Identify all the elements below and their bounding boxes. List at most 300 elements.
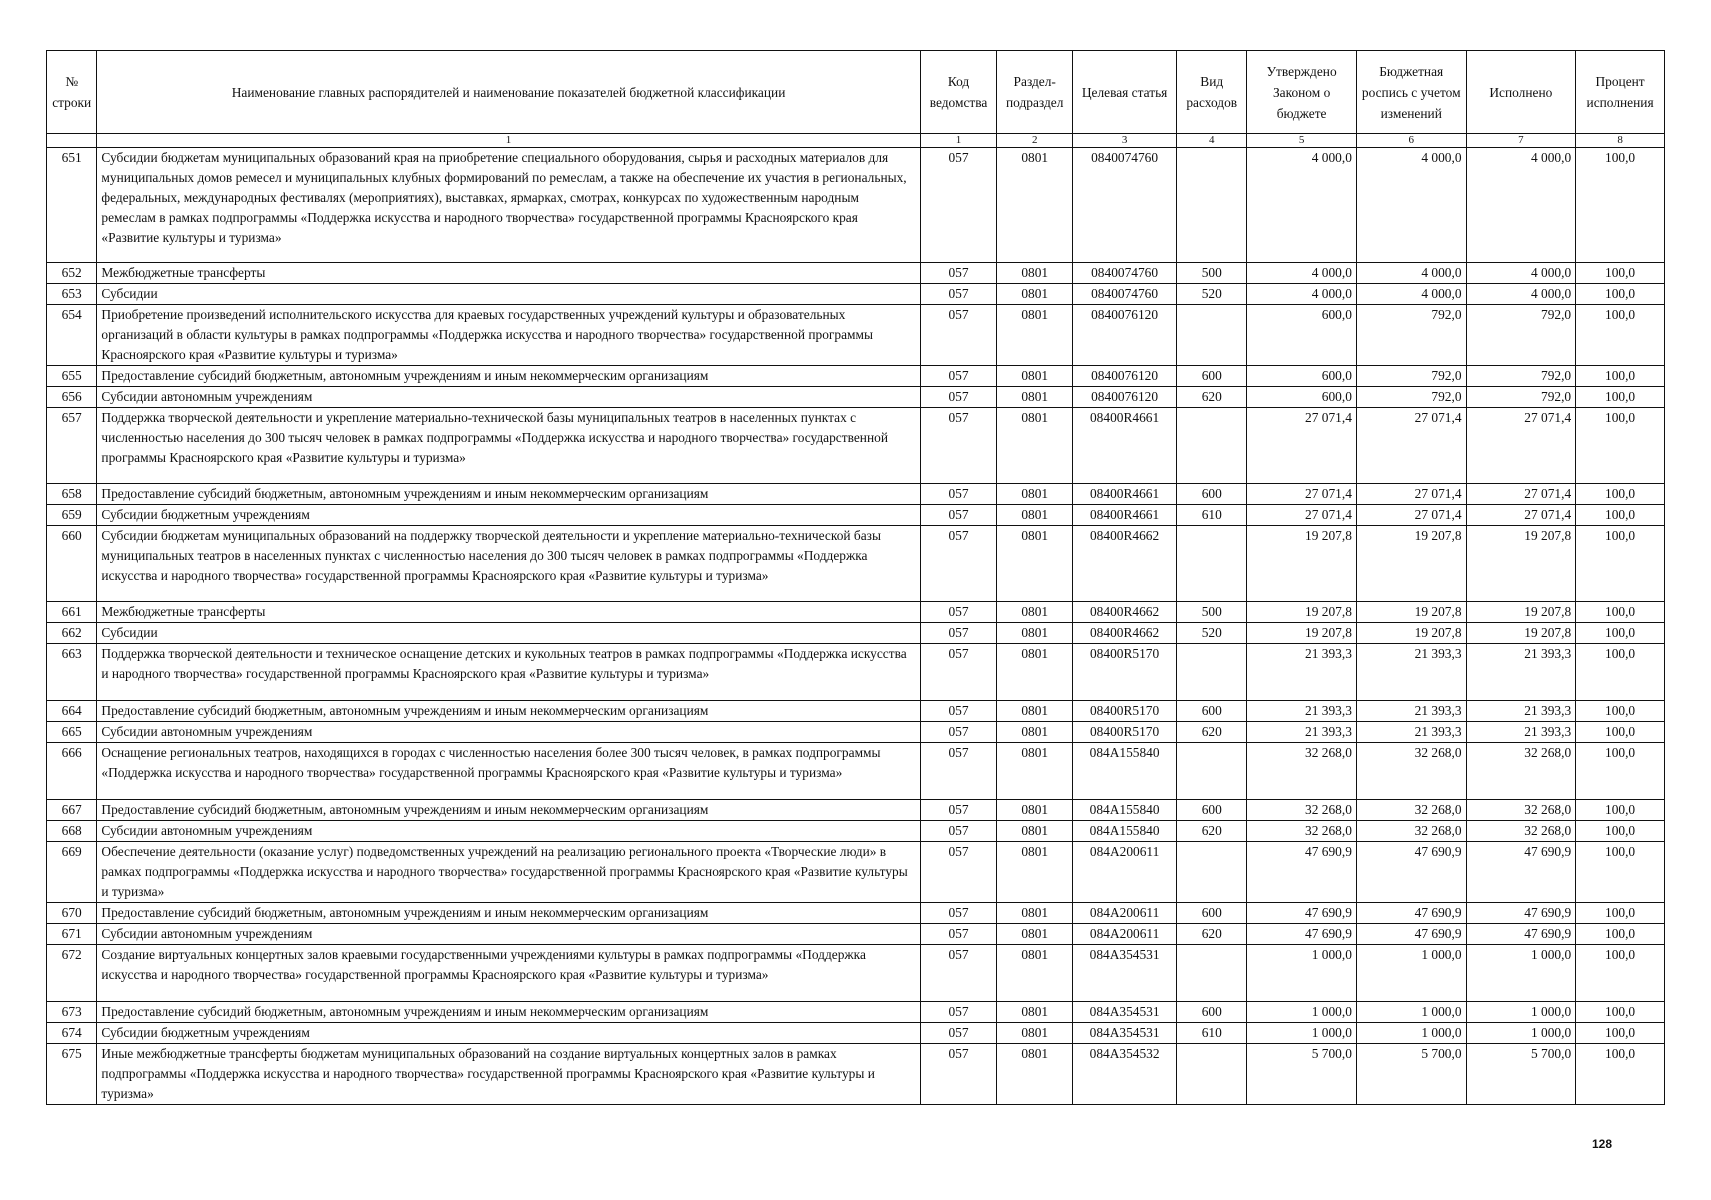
target-code: 084A354531 <box>1073 1023 1177 1044</box>
dept-code: 057 <box>920 366 997 387</box>
dept-code: 057 <box>920 263 997 284</box>
executed-amount: 47 690,9 <box>1466 924 1576 945</box>
row-number: 675 <box>47 1044 97 1105</box>
dept-code: 057 <box>920 148 997 263</box>
row-number: 667 <box>47 800 97 821</box>
approved-amount: 47 690,9 <box>1247 842 1357 903</box>
revised-amount: 27 071,4 <box>1356 408 1466 484</box>
dept-code: 057 <box>920 484 997 505</box>
expense-type: 620 <box>1177 387 1247 408</box>
percent-executed: 100,0 <box>1576 722 1665 743</box>
executed-amount: 19 207,8 <box>1466 526 1576 602</box>
expense-type <box>1177 305 1247 366</box>
column-number: 4 <box>1177 134 1247 148</box>
target-code: 08400R4662 <box>1073 526 1177 602</box>
revised-amount: 792,0 <box>1356 305 1466 366</box>
row-name: Обеспечение деятельности (оказание услуг) подведомственных учреждений на реализацию регионального проекта «Творческие люди» в рамках подпрограммы «Поддержка искусства и народного творчества» государственной программы Красноярского края «Развитие культуры и туризма» <box>97 842 920 903</box>
row-name: Субсидии автономным учреждениям <box>97 722 920 743</box>
section-code: 0801 <box>997 284 1073 305</box>
table-row <box>47 505 1665 526</box>
percent-executed: 100,0 <box>1576 924 1665 945</box>
revised-amount: 4 000,0 <box>1356 284 1466 305</box>
row-number: 651 <box>47 148 97 263</box>
target-code: 08400R4662 <box>1073 623 1177 644</box>
expense-type: 600 <box>1177 800 1247 821</box>
percent-executed: 100,0 <box>1576 903 1665 924</box>
target-code: 08400R5170 <box>1073 701 1177 722</box>
table-row <box>47 1044 1665 1105</box>
row-number: 665 <box>47 722 97 743</box>
executed-amount: 1 000,0 <box>1466 1002 1576 1023</box>
dept-code: 057 <box>920 903 997 924</box>
table-row <box>47 484 1665 505</box>
table-row <box>47 148 1665 263</box>
expense-type <box>1177 1044 1247 1105</box>
header-row <box>47 51 1665 134</box>
row-number: 655 <box>47 366 97 387</box>
dept-code: 057 <box>920 1044 997 1105</box>
revised-amount: 47 690,9 <box>1356 903 1466 924</box>
expense-type: 600 <box>1177 903 1247 924</box>
revised-amount: 21 393,3 <box>1356 722 1466 743</box>
section-code: 0801 <box>997 408 1073 484</box>
percent-executed: 100,0 <box>1576 945 1665 1002</box>
approved-amount: 4 000,0 <box>1247 284 1357 305</box>
row-name: Предоставление субсидий бюджетным, автономным учреждениям и иным некоммерческим организациям <box>97 484 920 505</box>
approved-amount: 32 268,0 <box>1247 743 1357 800</box>
column-number-row <box>47 134 1665 148</box>
target-code: 08400R5170 <box>1073 644 1177 701</box>
row-name: Межбюджетные трансферты <box>97 602 920 623</box>
row-number: 652 <box>47 263 97 284</box>
row-number: 671 <box>47 924 97 945</box>
revised-amount: 32 268,0 <box>1356 743 1466 800</box>
row-number: 657 <box>47 408 97 484</box>
approved-amount: 21 393,3 <box>1247 722 1357 743</box>
revised-amount: 27 071,4 <box>1356 505 1466 526</box>
row-number: 653 <box>47 284 97 305</box>
dept-code: 057 <box>920 644 997 701</box>
row-number: 669 <box>47 842 97 903</box>
header-target: Целевая статья <box>1073 51 1177 134</box>
executed-amount: 5 700,0 <box>1466 1044 1576 1105</box>
expense-type: 520 <box>1177 284 1247 305</box>
approved-amount: 1 000,0 <box>1247 1002 1357 1023</box>
section-code: 0801 <box>997 800 1073 821</box>
revised-amount: 1 000,0 <box>1356 945 1466 1002</box>
expense-type <box>1177 148 1247 263</box>
percent-executed: 100,0 <box>1576 821 1665 842</box>
section-code: 0801 <box>997 602 1073 623</box>
expense-type <box>1177 743 1247 800</box>
row-name: Субсидии автономным учреждениям <box>97 924 920 945</box>
expense-type: 500 <box>1177 602 1247 623</box>
dept-code: 057 <box>920 408 997 484</box>
executed-amount: 32 268,0 <box>1466 743 1576 800</box>
expense-type: 500 <box>1177 263 1247 284</box>
table-row <box>47 366 1665 387</box>
dept-code: 057 <box>920 284 997 305</box>
row-name: Субсидии автономным учреждениям <box>97 821 920 842</box>
target-code: 084A354531 <box>1073 945 1177 1002</box>
section-code: 0801 <box>997 722 1073 743</box>
header-percent: Процент исполнения <box>1576 51 1665 134</box>
target-code: 084A155840 <box>1073 743 1177 800</box>
percent-executed: 100,0 <box>1576 743 1665 800</box>
revised-amount: 32 268,0 <box>1356 821 1466 842</box>
dept-code: 057 <box>920 1023 997 1044</box>
header-name: Наименование главных распорядителей и наименование показателей бюджетной классификации <box>97 51 920 134</box>
row-number: 670 <box>47 903 97 924</box>
target-code: 08400R4661 <box>1073 408 1177 484</box>
table-row <box>47 263 1665 284</box>
row-number: 654 <box>47 305 97 366</box>
percent-executed: 100,0 <box>1576 1023 1665 1044</box>
approved-amount: 32 268,0 <box>1247 821 1357 842</box>
percent-executed: 100,0 <box>1576 387 1665 408</box>
row-name: Предоставление субсидий бюджетным, автономным учреждениям и иным некоммерческим организациям <box>97 1002 920 1023</box>
approved-amount: 1 000,0 <box>1247 1023 1357 1044</box>
column-number: 1 <box>920 134 997 148</box>
approved-amount: 5 700,0 <box>1247 1044 1357 1105</box>
revised-amount: 32 268,0 <box>1356 800 1466 821</box>
row-number: 674 <box>47 1023 97 1044</box>
executed-amount: 19 207,8 <box>1466 602 1576 623</box>
table-row <box>47 800 1665 821</box>
row-number: 673 <box>47 1002 97 1023</box>
row-name: Субсидии бюджетам муниципальных образований края на приобретение специального оборудования, сырья и расходных материалов для муниципальных домов ремесел и муниципальных клубных формирований по ремеслам, а также на обеспечение их участия в региональных, федеральных, международных фестивалях (мероприятиях), выставках, ярмарках, смотрах, конкурсах по художественным народным ремеслам в рамках подпрограммы «Поддержка искусства и народного творчества» государственной программы Красноярского края «Развитие культуры и туризма» <box>97 148 920 263</box>
executed-amount: 27 071,4 <box>1466 408 1576 484</box>
expense-type: 620 <box>1177 821 1247 842</box>
dept-code: 057 <box>920 701 997 722</box>
target-code: 0840074760 <box>1073 284 1177 305</box>
target-code: 084A354531 <box>1073 1002 1177 1023</box>
row-number: 668 <box>47 821 97 842</box>
target-code: 08400R5170 <box>1073 722 1177 743</box>
target-code: 08400R4662 <box>1073 602 1177 623</box>
executed-amount: 792,0 <box>1466 305 1576 366</box>
executed-amount: 4 000,0 <box>1466 263 1576 284</box>
approved-amount: 32 268,0 <box>1247 800 1357 821</box>
expense-type <box>1177 408 1247 484</box>
section-code: 0801 <box>997 701 1073 722</box>
percent-executed: 100,0 <box>1576 366 1665 387</box>
header-executed: Исполнено <box>1466 51 1576 134</box>
table-body <box>47 148 1665 1105</box>
target-code: 08400R4661 <box>1073 484 1177 505</box>
expense-type: 620 <box>1177 924 1247 945</box>
section-code: 0801 <box>997 526 1073 602</box>
table-row <box>47 602 1665 623</box>
revised-amount: 792,0 <box>1356 387 1466 408</box>
executed-amount: 19 207,8 <box>1466 623 1576 644</box>
row-name: Субсидии бюджетным учреждениям <box>97 505 920 526</box>
section-code: 0801 <box>997 505 1073 526</box>
executed-amount: 1 000,0 <box>1466 1023 1576 1044</box>
column-number <box>47 134 97 148</box>
percent-executed: 100,0 <box>1576 284 1665 305</box>
executed-amount: 792,0 <box>1466 366 1576 387</box>
percent-executed: 100,0 <box>1576 1002 1665 1023</box>
approved-amount: 600,0 <box>1247 366 1357 387</box>
target-code: 0840076120 <box>1073 366 1177 387</box>
approved-amount: 27 071,4 <box>1247 484 1357 505</box>
approved-amount: 4 000,0 <box>1247 148 1357 263</box>
row-name: Предоставление субсидий бюджетным, автономным учреждениям и иным некоммерческим организациям <box>97 366 920 387</box>
target-code: 0840074760 <box>1073 263 1177 284</box>
table-row <box>47 1023 1665 1044</box>
section-code: 0801 <box>997 484 1073 505</box>
row-name: Субсидии бюджетам муниципальных образований на поддержку творческой деятельности и укрепление материально-технической базы муниципальных театров в населенных пунктах с численностью населения до 300 тысяч человек в рамках подпрограммы «Поддержка искусства и народного творчества» государственной программы Красноярского края «Развитие культуры и туризма» <box>97 526 920 602</box>
target-code: 0840076120 <box>1073 305 1177 366</box>
executed-amount: 47 690,9 <box>1466 842 1576 903</box>
table-row <box>47 821 1665 842</box>
column-number: 1 <box>97 134 920 148</box>
header-expense-type: Вид расходов <box>1177 51 1247 134</box>
dept-code: 057 <box>920 800 997 821</box>
row-name: Субсидии <box>97 284 920 305</box>
column-number: 8 <box>1576 134 1665 148</box>
table-row <box>47 644 1665 701</box>
executed-amount: 4 000,0 <box>1466 284 1576 305</box>
revised-amount: 792,0 <box>1356 366 1466 387</box>
section-code: 0801 <box>997 945 1073 1002</box>
expense-type: 600 <box>1177 484 1247 505</box>
row-name: Поддержка творческой деятельности и укрепление материально-технической базы муниципальных театров в населенных пунктах с численностью населения до 300 тысяч человек в рамках подпрограммы «Поддержка искусства и народного творчества» государственной программы Красноярского края «Развитие культуры и туризма» <box>97 408 920 484</box>
approved-amount: 19 207,8 <box>1247 602 1357 623</box>
dept-code: 057 <box>920 505 997 526</box>
target-code: 084A200611 <box>1073 903 1177 924</box>
row-name: Предоставление субсидий бюджетным, автономным учреждениям и иным некоммерческим организациям <box>97 903 920 924</box>
revised-amount: 21 393,3 <box>1356 701 1466 722</box>
row-number: 663 <box>47 644 97 701</box>
executed-amount: 32 268,0 <box>1466 800 1576 821</box>
revised-amount: 19 207,8 <box>1356 526 1466 602</box>
row-name: Предоставление субсидий бюджетным, автономным учреждениям и иным некоммерческим организациям <box>97 701 920 722</box>
page-number: 128 <box>1591 1137 1612 1151</box>
expense-type: 600 <box>1177 366 1247 387</box>
revised-amount: 4 000,0 <box>1356 148 1466 263</box>
approved-amount: 47 690,9 <box>1247 903 1357 924</box>
approved-amount: 19 207,8 <box>1247 526 1357 602</box>
section-code: 0801 <box>997 903 1073 924</box>
row-number: 660 <box>47 526 97 602</box>
target-code: 0840074760 <box>1073 148 1177 263</box>
executed-amount: 32 268,0 <box>1466 821 1576 842</box>
table-row <box>47 924 1665 945</box>
approved-amount: 19 207,8 <box>1247 623 1357 644</box>
dept-code: 057 <box>920 722 997 743</box>
table-row <box>47 903 1665 924</box>
section-code: 0801 <box>997 148 1073 263</box>
target-code: 084A200611 <box>1073 842 1177 903</box>
row-name: Межбюджетные трансферты <box>97 263 920 284</box>
approved-amount: 4 000,0 <box>1247 263 1357 284</box>
row-number: 662 <box>47 623 97 644</box>
row-name: Субсидии автономным учреждениям <box>97 387 920 408</box>
expense-type <box>1177 842 1247 903</box>
target-code: 0840076120 <box>1073 387 1177 408</box>
section-code: 0801 <box>997 821 1073 842</box>
percent-executed: 100,0 <box>1576 263 1665 284</box>
table-row <box>47 842 1665 903</box>
target-code: 084A155840 <box>1073 821 1177 842</box>
revised-amount: 27 071,4 <box>1356 484 1466 505</box>
expense-type: 600 <box>1177 701 1247 722</box>
section-code: 0801 <box>997 743 1073 800</box>
revised-amount: 4 000,0 <box>1356 263 1466 284</box>
target-code: 084A155840 <box>1073 800 1177 821</box>
table-row <box>47 701 1665 722</box>
revised-amount: 1 000,0 <box>1356 1023 1466 1044</box>
expense-type <box>1177 945 1247 1002</box>
expense-type: 610 <box>1177 1023 1247 1044</box>
approved-amount: 21 393,3 <box>1247 644 1357 701</box>
target-code: 084A354532 <box>1073 1044 1177 1105</box>
expense-type: 520 <box>1177 623 1247 644</box>
approved-amount: 47 690,9 <box>1247 924 1357 945</box>
executed-amount: 4 000,0 <box>1466 148 1576 263</box>
dept-code: 057 <box>920 842 997 903</box>
section-code: 0801 <box>997 366 1073 387</box>
header-row-number: № строки <box>47 51 97 134</box>
dept-code: 057 <box>920 602 997 623</box>
dept-code: 057 <box>920 305 997 366</box>
expense-type: 620 <box>1177 722 1247 743</box>
percent-executed: 100,0 <box>1576 505 1665 526</box>
approved-amount: 600,0 <box>1247 305 1357 366</box>
percent-executed: 100,0 <box>1576 842 1665 903</box>
header-revised: Бюджетная роспись с учетом изменений <box>1356 51 1466 134</box>
row-number: 656 <box>47 387 97 408</box>
approved-amount: 27 071,4 <box>1247 505 1357 526</box>
section-code: 0801 <box>997 644 1073 701</box>
percent-executed: 100,0 <box>1576 701 1665 722</box>
table-row <box>47 1002 1665 1023</box>
section-code: 0801 <box>997 387 1073 408</box>
table-row <box>47 305 1665 366</box>
dept-code: 057 <box>920 945 997 1002</box>
target-code: 08400R4661 <box>1073 505 1177 526</box>
row-name: Субсидии <box>97 623 920 644</box>
table-row <box>47 743 1665 800</box>
dept-code: 057 <box>920 526 997 602</box>
section-code: 0801 <box>997 1002 1073 1023</box>
column-number: 6 <box>1356 134 1466 148</box>
expense-type: 610 <box>1177 505 1247 526</box>
revised-amount: 19 207,8 <box>1356 602 1466 623</box>
executed-amount: 21 393,3 <box>1466 722 1576 743</box>
dept-code: 057 <box>920 387 997 408</box>
revised-amount: 5 700,0 <box>1356 1044 1466 1105</box>
dept-code: 057 <box>920 924 997 945</box>
column-number: 5 <box>1247 134 1357 148</box>
table-row <box>47 722 1665 743</box>
executed-amount: 21 393,3 <box>1466 701 1576 722</box>
table-row <box>47 623 1665 644</box>
target-code: 084A200611 <box>1073 924 1177 945</box>
percent-executed: 100,0 <box>1576 148 1665 263</box>
column-number: 7 <box>1466 134 1576 148</box>
column-number: 2 <box>997 134 1073 148</box>
table-row <box>47 387 1665 408</box>
row-name: Предоставление субсидий бюджетным, автономным учреждениям и иным некоммерческим организациям <box>97 800 920 821</box>
dept-code: 057 <box>920 821 997 842</box>
row-number: 672 <box>47 945 97 1002</box>
row-number: 664 <box>47 701 97 722</box>
revised-amount: 21 393,3 <box>1356 644 1466 701</box>
revised-amount: 47 690,9 <box>1356 924 1466 945</box>
column-number: 3 <box>1073 134 1177 148</box>
percent-executed: 100,0 <box>1576 526 1665 602</box>
approved-amount: 600,0 <box>1247 387 1357 408</box>
row-name: Субсидии бюджетным учреждениям <box>97 1023 920 1044</box>
row-number: 658 <box>47 484 97 505</box>
approved-amount: 27 071,4 <box>1247 408 1357 484</box>
table-row <box>47 945 1665 1002</box>
header-section: Раздел-подраздел <box>997 51 1073 134</box>
approved-amount: 21 393,3 <box>1247 701 1357 722</box>
row-name: Поддержка творческой деятельности и техническое оснащение детских и кукольных театров в рамках подпрограммы «Поддержка искусства и народного творчества» государственной программы Красноярского края «Развитие культуры и туризма» <box>97 644 920 701</box>
row-name: Приобретение произведений исполнительского искусства для краевых государственных учреждений культуры и образовательных организаций в области культуры в рамках подпрограммы «Поддержка искусства и народного творчества» государственной программы Красноярского края «Развитие культуры и туризма» <box>97 305 920 366</box>
expense-type <box>1177 526 1247 602</box>
section-code: 0801 <box>997 305 1073 366</box>
header-approved: Утверждено Законом о бюджете <box>1247 51 1357 134</box>
row-name: Иные межбюджетные трансферты бюджетам муниципальных образований на создание виртуальных концертных залов в рамках подпрограммы «Поддержка искусства и народного творчества» государственной программы Красноярского края «Развитие культуры и туризма» <box>97 1044 920 1105</box>
budget-table <box>46 50 1665 1105</box>
section-code: 0801 <box>997 1044 1073 1105</box>
expense-type <box>1177 644 1247 701</box>
revised-amount: 19 207,8 <box>1356 623 1466 644</box>
percent-executed: 100,0 <box>1576 305 1665 366</box>
row-number: 659 <box>47 505 97 526</box>
percent-executed: 100,0 <box>1576 644 1665 701</box>
table-row <box>47 526 1665 602</box>
percent-executed: 100,0 <box>1576 1044 1665 1105</box>
row-number: 661 <box>47 602 97 623</box>
table-row <box>47 408 1665 484</box>
approved-amount: 1 000,0 <box>1247 945 1357 1002</box>
dept-code: 057 <box>920 623 997 644</box>
section-code: 0801 <box>997 263 1073 284</box>
executed-amount: 27 071,4 <box>1466 484 1576 505</box>
revised-amount: 1 000,0 <box>1356 1002 1466 1023</box>
section-code: 0801 <box>997 924 1073 945</box>
percent-executed: 100,0 <box>1576 484 1665 505</box>
dept-code: 057 <box>920 1002 997 1023</box>
executed-amount: 1 000,0 <box>1466 945 1576 1002</box>
revised-amount: 47 690,9 <box>1356 842 1466 903</box>
header-dept-code: Код ведомства <box>920 51 997 134</box>
executed-amount: 27 071,4 <box>1466 505 1576 526</box>
percent-executed: 100,0 <box>1576 800 1665 821</box>
percent-executed: 100,0 <box>1576 623 1665 644</box>
section-code: 0801 <box>997 1023 1073 1044</box>
executed-amount: 21 393,3 <box>1466 644 1576 701</box>
percent-executed: 100,0 <box>1576 408 1665 484</box>
section-code: 0801 <box>997 623 1073 644</box>
dept-code: 057 <box>920 743 997 800</box>
row-number: 666 <box>47 743 97 800</box>
expense-type: 600 <box>1177 1002 1247 1023</box>
row-name: Создание виртуальных концертных залов краевыми государственными учреждениями культуры в рамках подпрограммы «Поддержка искусства и народного творчества» государственной программы Красноярского края «Развитие культуры и туризма» <box>97 945 920 1002</box>
row-name: Оснащение региональных театров, находящихся в городах с численностью населения более 300 тысяч человек, в рамках подпрограммы «Поддержка искусства и народного творчества» государственной программы Красноярского края «Развитие культуры и туризма» <box>97 743 920 800</box>
executed-amount: 792,0 <box>1466 387 1576 408</box>
executed-amount: 47 690,9 <box>1466 903 1576 924</box>
percent-executed: 100,0 <box>1576 602 1665 623</box>
table-row <box>47 284 1665 305</box>
section-code: 0801 <box>997 842 1073 903</box>
